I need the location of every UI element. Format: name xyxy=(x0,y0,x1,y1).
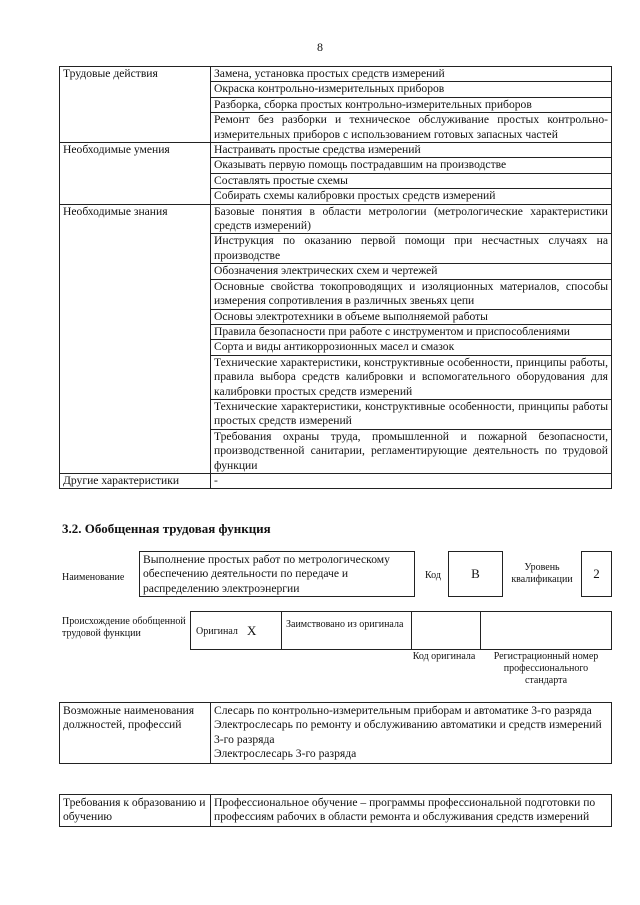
table-cell: Правила безопасности при работе с инструментом и приспособлениями xyxy=(211,324,612,339)
table-cell: Технические характеристики, конструктивные особенности, принципы работы, правила выбора средств калибровки и вспомогательного оборудования для калибровки простых средств измерений xyxy=(211,355,612,399)
divider xyxy=(281,612,282,649)
borrowed-label: Заимствовано из оригинала xyxy=(286,619,404,630)
divider xyxy=(411,612,412,649)
code-label: Код xyxy=(425,570,441,581)
origin-label: Происхождение обобщенной трудовой функции xyxy=(62,616,186,639)
row-label-other: Другие характеристики xyxy=(60,473,211,488)
table-cell: Основы электротехники в объеме выполняемой работы xyxy=(211,309,612,324)
row-label-skills: Необходимые умения xyxy=(60,143,211,205)
original-label: Оригинал xyxy=(196,626,238,637)
table-cell: - xyxy=(211,473,612,488)
table-cell: Окраска контрольно-измерительных приборов xyxy=(211,82,612,97)
original-mark: X xyxy=(247,623,257,638)
origin-box xyxy=(190,611,612,650)
position-item: Электрослесарь по ремонту и обслуживанию автоматики и средств измерений 3-го разряда xyxy=(214,718,602,746)
positions-table xyxy=(59,702,612,764)
table-cell: Сорта и виды антикоррозионных масел и смазок xyxy=(211,340,612,355)
table-cell: Обозначения электрических схем и чертежей xyxy=(211,264,612,279)
table-cell: Разборка, сборка простых контрольно-измерительных приборов xyxy=(211,97,612,112)
table-cell: Инструкция по оказанию первой помощи при несчастных случаях на производстве xyxy=(211,234,612,264)
level-label: Уровень квалификации xyxy=(511,562,573,585)
table-cell: Базовые понятия в области метрологии (метрологические характеристики средств измерений) xyxy=(211,204,612,234)
education-table xyxy=(59,794,612,827)
table-cell: Замена, установка простых средств измерений xyxy=(211,67,612,82)
level-value-box: 2 xyxy=(581,551,612,597)
row-label-actions: Трудовые действия xyxy=(60,67,211,143)
positions-values xyxy=(211,703,612,764)
education-value: Профессиональное обучение – программы профессиональной подготовки по профессиям рабочих в области ремонта и обслуживания средств измерений xyxy=(211,795,612,827)
positions-label: Возможные наименования должностей, профессий xyxy=(60,703,211,764)
table-cell: Ремонт без разборки и техническое обслуживание простых контрольно-измерительных приборов с использованием готовых запасных частей xyxy=(211,113,612,143)
code-caption: Код оригинала xyxy=(412,651,476,662)
position-item: Слесарь по контрольно-измерительным приборам и автоматике 3-го разряда xyxy=(214,704,592,717)
code-value-box: B xyxy=(448,551,503,597)
registration-caption: Регистрационный номер профессионального стандарта xyxy=(493,651,599,686)
education-label: Требования к образованию и обучению xyxy=(60,795,211,827)
table-cell: Технические характеристики, конструктивные особенности, принципы работы простых средств измерений xyxy=(211,399,612,429)
table-cell: Требования охраны труда, промышленной и пожарной безопасности, производственной санитарии, регламентирующие деятельность по трудовой функции xyxy=(211,429,612,473)
labor-function-table xyxy=(59,66,612,489)
section-title: 3.2. Обобщенная трудовая функция xyxy=(62,521,271,536)
name-label: Наименование xyxy=(62,572,125,583)
table-cell: Настраивать простые средства измерений xyxy=(211,143,612,158)
function-name-box: Выполнение простых работ по метрологическому обеспечению деятельности по передаче и распределению электроэнергии xyxy=(139,551,415,597)
row-label-knowledge: Необходимые знания xyxy=(60,204,211,473)
table-cell: Основные свойства токопроводящих и изоляционных материалов, способы измерения сопротивления в различных звеньях цепи xyxy=(211,279,612,309)
table-cell: Оказывать первую помощь пострадавшим на производстве xyxy=(211,158,612,173)
table-cell: Составлять простые схемы xyxy=(211,173,612,188)
table-cell: Собирать схемы калибровки простых средств измерений xyxy=(211,189,612,204)
divider xyxy=(480,612,481,649)
page-number: 8 xyxy=(317,40,323,54)
position-item: Электрослесарь 3-го разряда xyxy=(214,747,357,761)
